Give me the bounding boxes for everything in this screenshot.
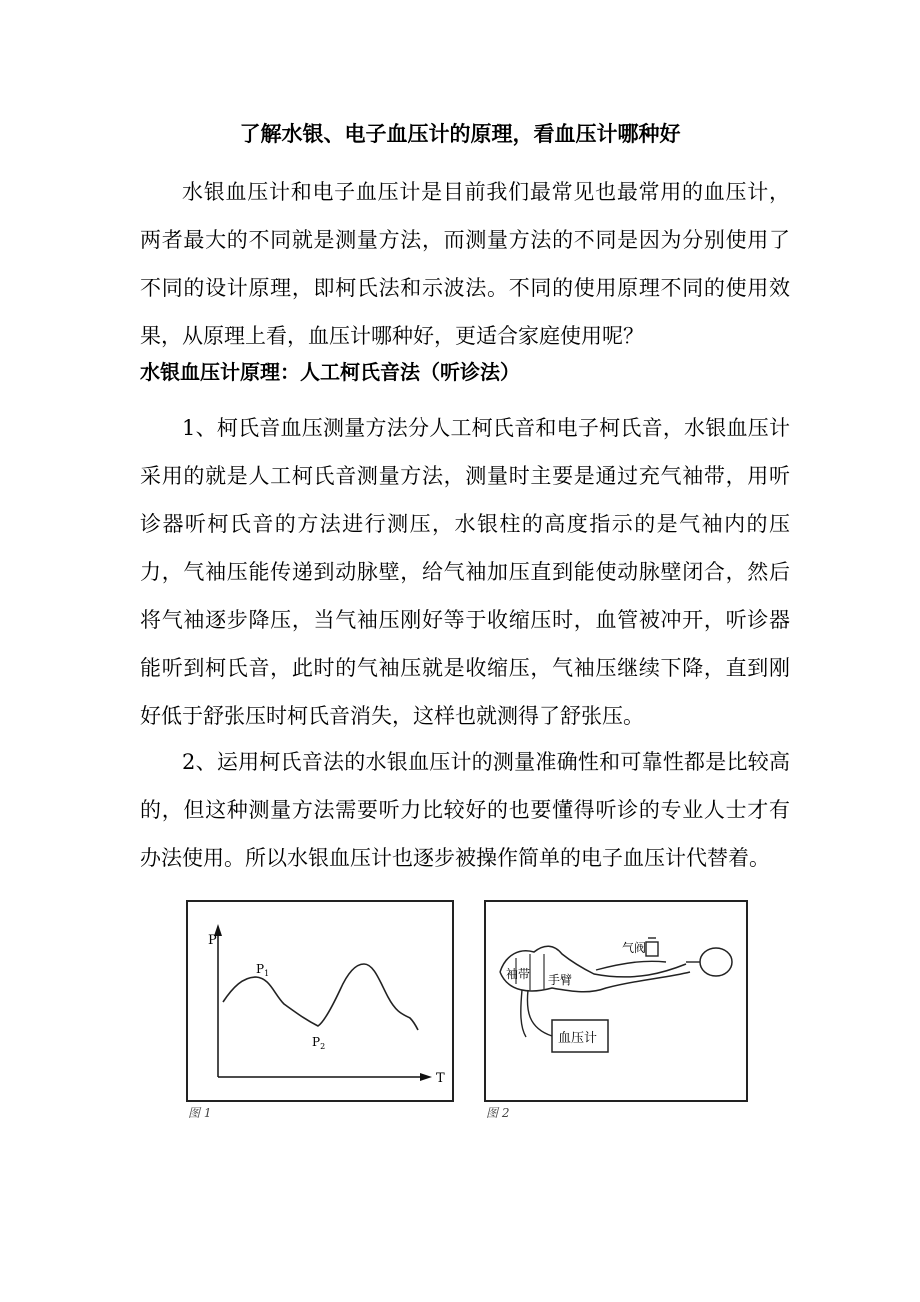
trough-label: $P_2$ bbox=[312, 1035, 326, 1051]
cuff-label: 袖带 bbox=[506, 967, 531, 981]
valve-label: 气阀 bbox=[622, 941, 647, 955]
pressure-curve bbox=[223, 964, 418, 1030]
page-title: 了解水银、电子血压计的原理，看血压计哪种好 bbox=[239, 122, 681, 146]
figure-2 bbox=[484, 900, 750, 1124]
figure-2-caption: 图 2 bbox=[486, 1106, 510, 1120]
x-axis-arrow-icon bbox=[420, 1073, 432, 1081]
y-axis-label: P bbox=[208, 933, 217, 948]
figure-1-plot bbox=[188, 902, 452, 1100]
x-axis-label: T bbox=[436, 1071, 445, 1086]
figure-1-caption: 图 1 bbox=[188, 1106, 212, 1120]
paragraph-2: 2、运用柯氏音法的水银血压计的测量准确性和可靠性都是比较高的，但这种测量方法需要听力比较好的也要懂得听诊的专业人士才有办法使用。所以水银血压计也逐步被操作简单的电子血压计代替着。 bbox=[140, 750, 790, 870]
tube-left bbox=[521, 990, 526, 1037]
gauge-label: 血压计 bbox=[558, 1031, 598, 1046]
intro-paragraph: 水银血压计和电子血压计是目前我们最常见也最常用的血压计，两者最大的不同就是测量方法，而测量方法的不同是因为分别使用了不同的设计原理，即柯氏法和示波法。不同的使用原理不同的使用效果，从原理上看，血压计哪种好，更适合家庭使用呢？ bbox=[140, 180, 790, 348]
section-heading: 水银血压计原理：人工柯氏音法（听诊法） bbox=[140, 360, 520, 384]
arm-label: 手臂 bbox=[548, 973, 573, 987]
figure-1-frame bbox=[186, 900, 454, 1102]
tube-to-gauge bbox=[527, 990, 552, 1036]
bulb-icon bbox=[700, 948, 732, 976]
paragraph-1: 1、柯氏音血压测量方法分人工柯氏音和电子柯氏音，水银血压计采用的就是人工柯氏音测量方法，测量时主要是通过充气袖带，用听诊器听柯氏音的方法进行测压，水银柱的高度指示的是气袖内的压力，气袖压能传递到动脉壁，给气袖加压直到能使动脉壁闭合，然后将气袖逐步降压，当气袖压刚好等于收缩压时，血管被冲开，听诊器能听到柯氏音，此时的气袖压就是收缩压，气袖压继续下降，直到刚好低于舒张压时柯氏音消失，这样也就测得了舒张压。 bbox=[140, 416, 790, 728]
valve-icon bbox=[646, 942, 658, 956]
tube-to-valve bbox=[596, 961, 666, 970]
figure-2-frame bbox=[484, 900, 748, 1102]
figure-2-diagram bbox=[486, 902, 746, 1100]
figure-1 bbox=[186, 900, 456, 1124]
peak-label: $P_1$ bbox=[256, 962, 270, 978]
